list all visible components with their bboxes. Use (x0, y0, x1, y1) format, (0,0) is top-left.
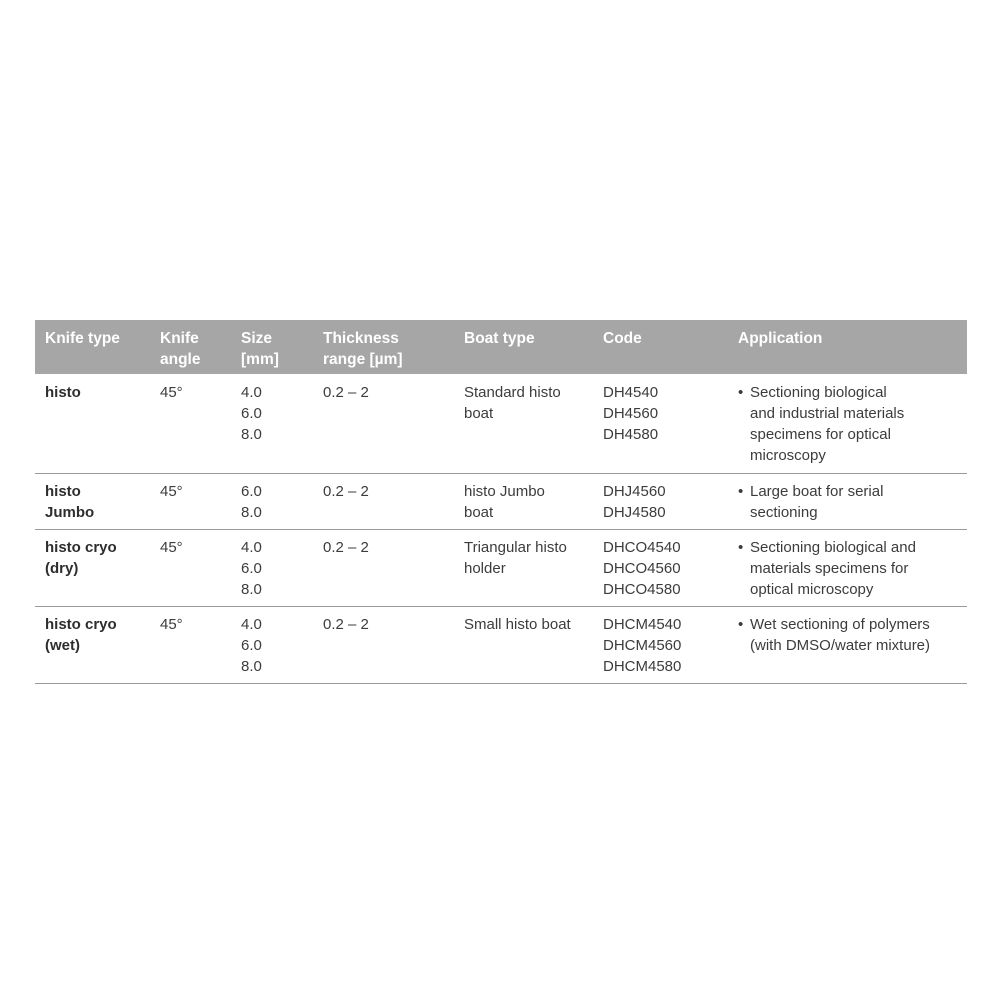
bullet-icon: • (738, 384, 744, 401)
cell-boat-type: Triangular histo holder (464, 539, 567, 577)
application-bullet-item: • Wet sectioning of polymers (with DMSO/water mixture) (738, 616, 931, 654)
cell-knife-angle: 45° (160, 616, 183, 633)
application-bullet-item: • Sectioning biological and materials specimens for optical microscopy (738, 539, 916, 598)
header-size: Size [mm] (241, 330, 279, 368)
cell-application (728, 530, 967, 607)
cell-knife-angle: 45° (160, 483, 183, 500)
cell-knife-angle: 45° (160, 539, 183, 556)
bullet-icon: • (738, 539, 744, 556)
cell-thickness-range: 0.2 – 2 (323, 384, 369, 401)
application-bullet-item: • Large boat for serial sectioning (738, 483, 884, 521)
table-row-histo-cryo-wet (35, 607, 967, 684)
cell-boat-type: Standard histo boat (464, 384, 561, 422)
cell-code: DHJ4560 DHJ4580 (603, 483, 666, 521)
cell-knife-type: histo (45, 384, 81, 401)
bullet-icon: • (738, 616, 744, 633)
cell-application (728, 474, 967, 530)
bullet-icon: • (738, 483, 744, 500)
header-application: Application (738, 330, 823, 347)
cell-boat-type: histo Jumbo boat (464, 483, 545, 521)
header-knife-angle: Knife angle (160, 330, 201, 368)
cell-code: DHCM4540 DHCM4560 DHCM4580 (603, 616, 682, 675)
knife-specification-table-container (35, 320, 967, 684)
cell-size: 4.0 6.0 8.0 (241, 539, 262, 598)
cell-thickness-range: 0.2 – 2 (323, 483, 369, 500)
cell-size: 4.0 6.0 8.0 (241, 384, 262, 443)
table-row-histo-jumbo (35, 474, 967, 530)
cell-boat-type: Small histo boat (464, 616, 571, 633)
cell-code: DHCO4540 DHCO4560 DHCO4580 (603, 539, 681, 598)
header-thickness-range: Thickness range [µm] (323, 330, 403, 368)
cell-code: DH4540 DH4560 DH4580 (603, 384, 659, 443)
cell-knife-type: histo Jumbo (45, 483, 95, 521)
cell-application (728, 607, 967, 684)
table-row-histo (35, 374, 967, 474)
table-header-row (35, 320, 967, 374)
application-bullet-item: • Sectioning biological and industrial materials specimens for optical microscopy (738, 384, 905, 464)
cell-knife-type: histo cryo (wet) (45, 616, 117, 654)
cell-thickness-range: 0.2 – 2 (323, 539, 369, 556)
cell-knife-angle: 45° (160, 384, 183, 401)
cell-thickness-range: 0.2 – 2 (323, 616, 369, 633)
header-code: Code (603, 330, 642, 347)
cell-application (728, 374, 967, 474)
cell-size: 6.0 8.0 (241, 483, 262, 521)
cell-knife-type: histo cryo (dry) (45, 539, 117, 577)
table-row-histo-cryo-dry (35, 530, 967, 607)
cell-size: 4.0 6.0 8.0 (241, 616, 262, 675)
knife-specification-table (35, 320, 967, 684)
header-knife-type: Knife type (45, 330, 120, 347)
header-boat-type: Boat type (464, 330, 535, 347)
